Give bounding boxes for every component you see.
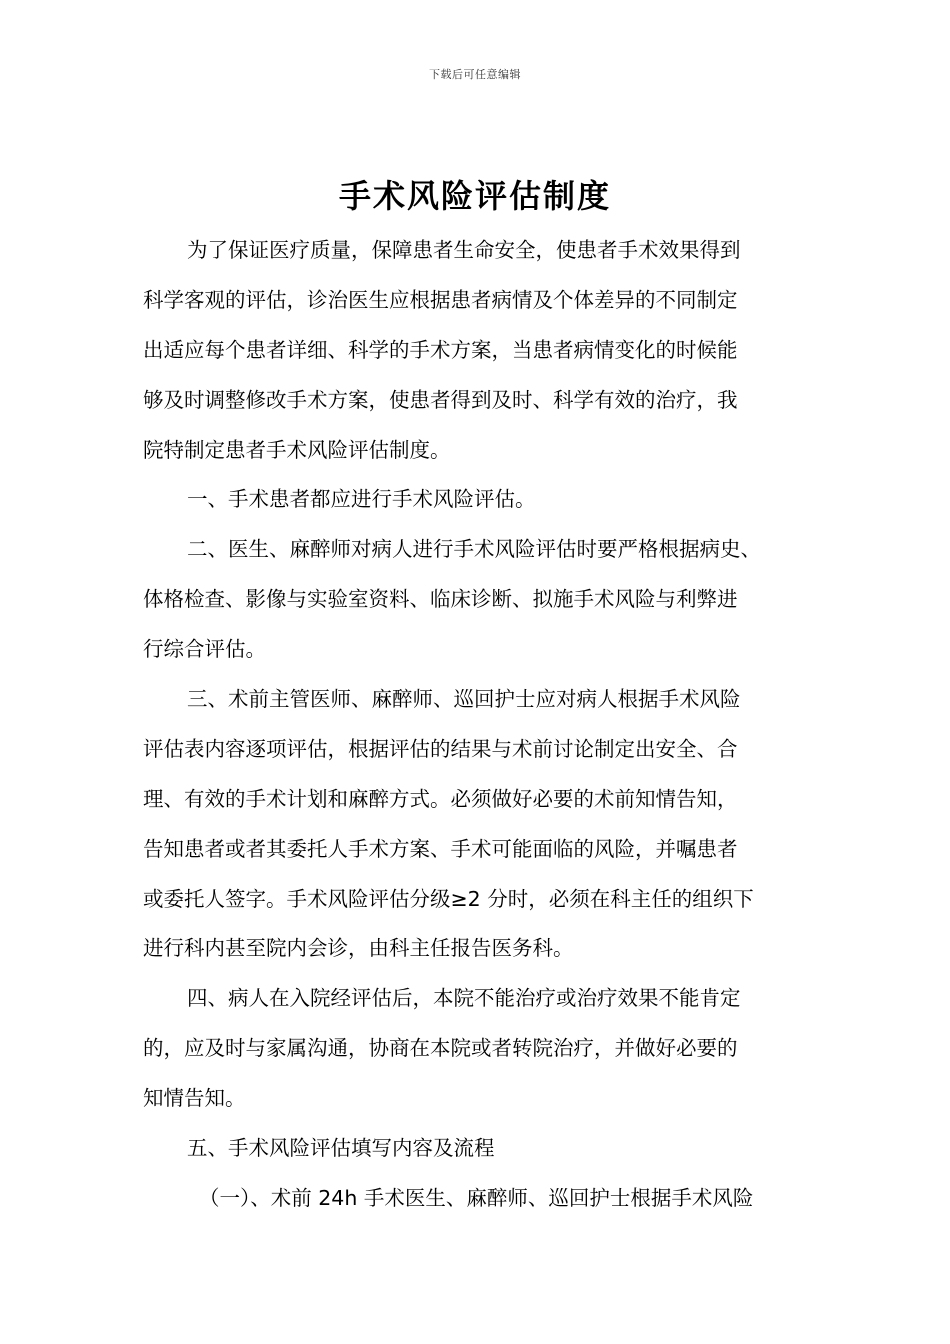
paragraph-line: 或委托人签字。手术风险评估分级≥2 分时，必须在科主任的组织下 [143, 886, 754, 911]
paragraph-line: 三、术前主管医师、麻醉师、巡回护士应对病人根据手术风险 [187, 687, 741, 712]
paragraph-line: 的，应及时与家属沟通，协商在本院或者转院治疗，并做好必要的 [143, 1036, 738, 1061]
paragraph-line: 进行科内甚至院内会诊，由科主任报告医务科。 [143, 936, 574, 961]
paragraph-line: 科学客观的评估，诊治医生应根据患者病情及个体差异的不同制定 [143, 287, 738, 312]
paragraph-line: 行综合评估。 [143, 637, 266, 662]
paragraph-line: 告知患者或者其委托人手术方案、手术可能面临的风险，并嘱患者 [143, 836, 738, 861]
paragraph-line: 二、医生、麻醉师对病人进行手术风险评估时要严格根据病史、 [187, 537, 761, 562]
paragraph-line: 五、手术风险评估填写内容及流程 [187, 1136, 495, 1161]
paragraph-line: 为了保证医疗质量，保障患者生命安全，使患者手术效果得到 [187, 238, 741, 262]
paragraph-line: 院特制定患者手术风险评估制度。 [143, 437, 451, 462]
paragraph-line: 体格检查、影像与实验室资料、临床诊断、拟施手术风险与利弊进 [143, 587, 738, 612]
document-title: 手术风险评估制度 [338, 177, 611, 215]
paragraph-line: 理、有效的手术计划和麻醉方式。必须做好必要的术前知情告知， [143, 786, 738, 811]
paragraph-line: 知情告知。 [143, 1086, 246, 1111]
paragraph-line: 够及时调整修改手术方案，使患者得到及时、科学有效的治疗，我 [143, 387, 738, 412]
document-body [143, 226, 807, 1224]
header-note: 下载后可任意编辑 [429, 68, 521, 81]
paragraph-line: 出适应每个患者详细、科学的手术方案，当患者病情变化的时候能 [143, 337, 738, 362]
paragraph-line: 评估表内容逐项评估，根据评估的结果与术前讨论制定出安全、合 [143, 736, 738, 761]
paragraph-line: 一、手术患者都应进行手术风险评估。 [187, 487, 536, 512]
paragraph-line: （一）、术前 24h 手术医生、麻醉师、巡回护士根据手术风险 [199, 1185, 754, 1210]
paragraph-line: 四、病人在入院经评估后，本院不能治疗或治疗效果不能肯定 [187, 986, 741, 1011]
